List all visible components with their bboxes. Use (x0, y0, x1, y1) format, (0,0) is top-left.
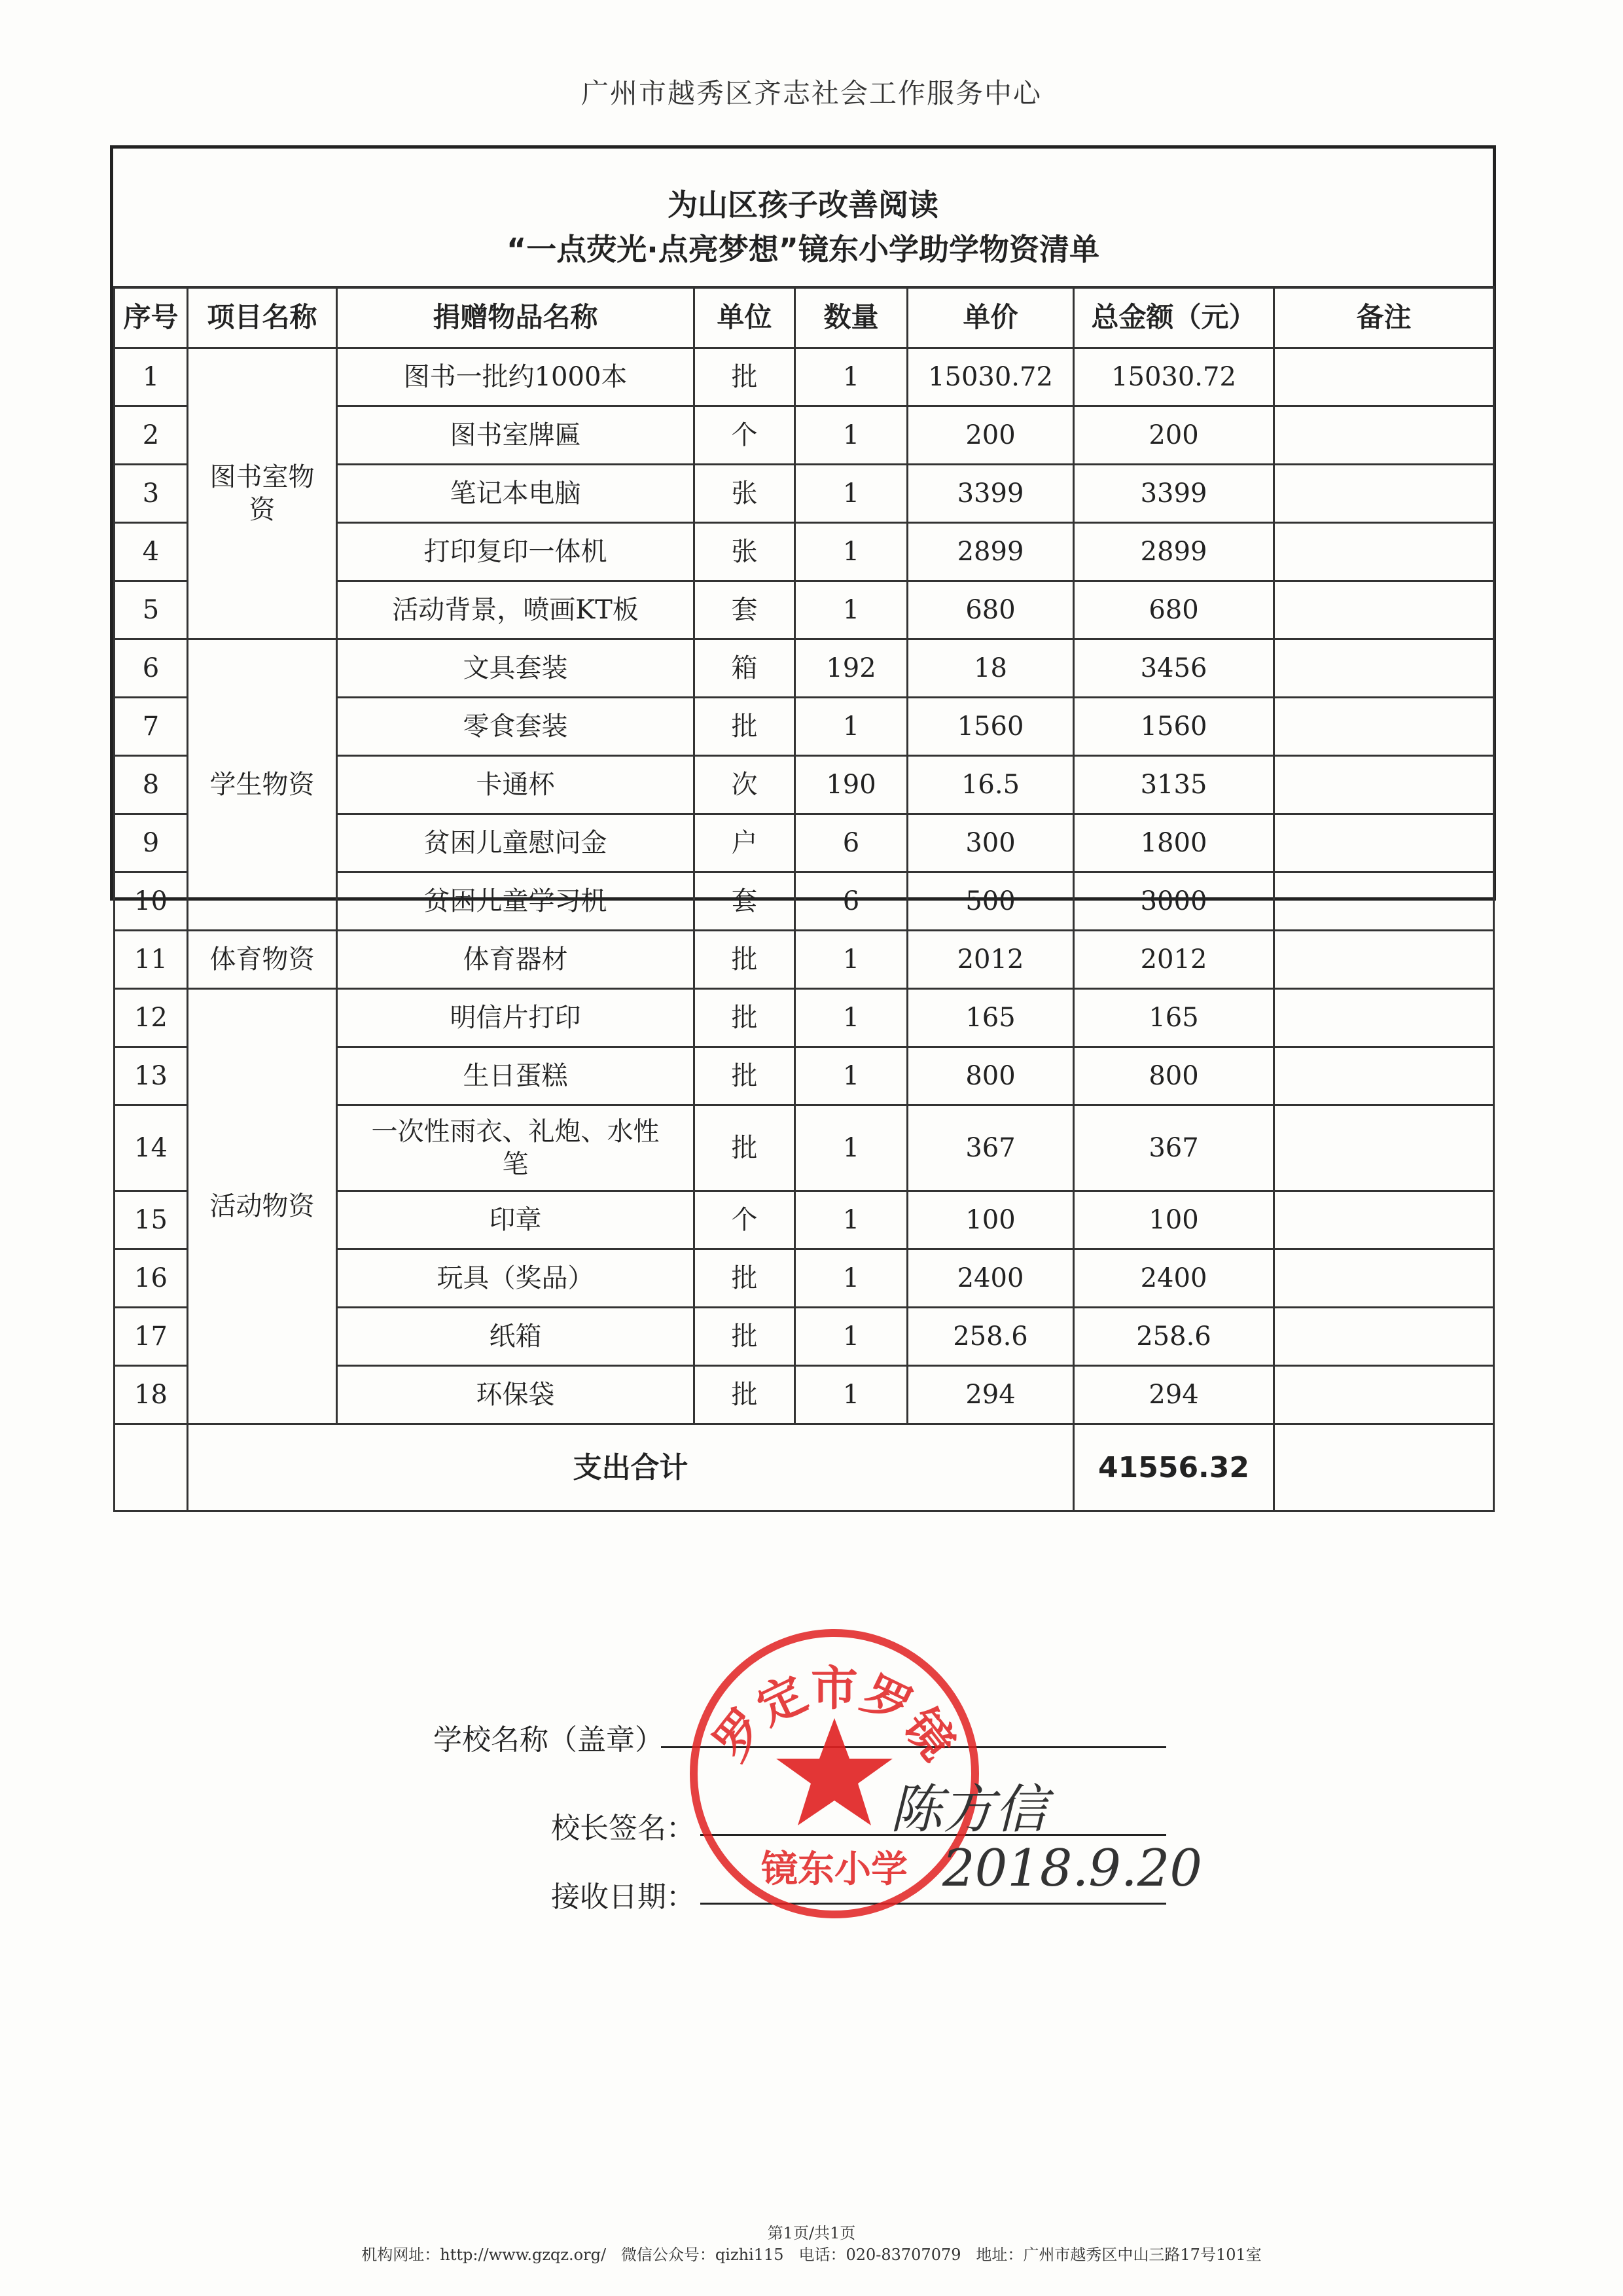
cell-no: 5 (115, 581, 188, 639)
cell-no: 7 (115, 698, 188, 756)
category-student: 学生物资 (188, 639, 337, 931)
cell-total: 3135 (1074, 756, 1274, 814)
footer-contact: 机构网址：http://www.gzqz.org/ 微信公众号：qizhi115 电话：020-83707079 地址：广州市越秀区中山三路17号101室 (361, 2246, 1262, 2264)
category-library-line1: 图书室物 (209, 462, 315, 492)
cell-qty: 1 (795, 348, 908, 406)
cell-total: 2012 (1074, 931, 1274, 989)
cell-note (1274, 1308, 1494, 1366)
cell-item: 环保袋 (337, 1366, 694, 1424)
title-line1: 为山区孩子改善阅读 (668, 187, 938, 223)
cell-total: 1560 (1074, 698, 1274, 756)
cell-total: 2400 (1074, 1249, 1274, 1308)
page-number: 第1页/共1页 (767, 2224, 856, 2242)
cell-qty: 192 (795, 639, 908, 698)
cell-total: 294 (1074, 1366, 1274, 1424)
cell-note (1274, 581, 1494, 639)
cell-item: 笔记本电脑 (337, 465, 694, 523)
cell-total: 258.6 (1074, 1308, 1274, 1366)
cell-price: 100 (908, 1191, 1074, 1249)
cell-qty: 1 (795, 1249, 908, 1308)
cell-no: 17 (115, 1308, 188, 1366)
cell-note (1274, 1249, 1494, 1308)
materials-table (113, 286, 1495, 1512)
cell-qty: 1 (795, 1308, 908, 1366)
cell-no: 12 (115, 989, 188, 1047)
cell-no: 6 (115, 639, 188, 698)
cell-unit: 批 (694, 931, 795, 989)
table-row (115, 931, 1494, 989)
cell-unit: 套 (694, 581, 795, 639)
cell-item: 玩具（奖品） (337, 1249, 694, 1308)
cell-qty: 1 (795, 1047, 908, 1105)
table-header-row (115, 287, 1494, 348)
cell-item: 打印复印一体机 (337, 523, 694, 581)
cell-note (1274, 1105, 1494, 1191)
col-header-unit: 单位 (694, 287, 795, 348)
cell-note (1274, 406, 1494, 465)
cell-no: 9 (115, 814, 188, 872)
cell-note (1274, 1047, 1494, 1105)
cell-qty: 1 (795, 1191, 908, 1249)
cell-price: 165 (908, 989, 1074, 1047)
cell-price: 16.5 (908, 756, 1074, 814)
cell-note (1274, 465, 1494, 523)
cell-qty: 1 (795, 1366, 908, 1424)
total-label: 支出合计 (188, 1424, 1074, 1511)
cell-note (1274, 931, 1494, 989)
cell-item: 印章 (337, 1191, 694, 1249)
cell-item: 零食套装 (337, 698, 694, 756)
cell-price: 15030.72 (908, 348, 1074, 406)
cell-price: 1560 (908, 698, 1074, 756)
cell-total: 100 (1074, 1191, 1274, 1249)
cell-price: 500 (908, 872, 1074, 931)
col-header-total: 总金额（元） (1074, 287, 1274, 348)
cell-price: 300 (908, 814, 1074, 872)
col-header-no: 序号 (115, 287, 188, 348)
cell-item: 卡通杯 (337, 756, 694, 814)
cell-unit: 次 (694, 756, 795, 814)
cell-no: 18 (115, 1366, 188, 1424)
cell-no: 13 (115, 1047, 188, 1105)
cell-item: 体育器材 (337, 931, 694, 989)
date-handwriting: 2018.9.20 (942, 1839, 1202, 1898)
cell-unit: 批 (694, 1105, 795, 1191)
category-library (188, 348, 337, 639)
cell-qty: 1 (795, 465, 908, 523)
cell-note (1274, 1366, 1494, 1424)
cell-total: 3456 (1074, 639, 1274, 698)
cell-unit: 箱 (694, 639, 795, 698)
date-label: 接收日期： (551, 1880, 695, 1914)
table-row (115, 348, 1494, 406)
cell-qty: 1 (795, 698, 908, 756)
cell-note (1274, 348, 1494, 406)
cell-item: 纸箱 (337, 1308, 694, 1366)
list-frame (110, 145, 1496, 1484)
cell-qty: 6 (795, 814, 908, 872)
total-row (115, 1424, 1494, 1511)
cell-total: 165 (1074, 989, 1274, 1047)
col-header-project: 项目名称 (188, 287, 337, 348)
cell-note (1274, 523, 1494, 581)
cell-no: 1 (115, 348, 188, 406)
category-sports: 体育物资 (188, 931, 337, 989)
cell-price: 2012 (908, 931, 1074, 989)
category-activity: 活动物资 (188, 989, 337, 1424)
category-library-line2: 资 (249, 495, 276, 525)
cell-unit: 套 (694, 872, 795, 931)
cell-unit: 张 (694, 523, 795, 581)
cell-unit: 批 (694, 1249, 795, 1308)
cell-price: 2400 (908, 1249, 1074, 1308)
cell-note (1274, 698, 1494, 756)
cell-total: 15030.72 (1074, 348, 1274, 406)
cell-price: 18 (908, 639, 1074, 698)
cell-price: 3399 (908, 465, 1074, 523)
cell-no: 10 (115, 872, 188, 931)
cell-item (337, 1105, 694, 1191)
cell-qty: 1 (795, 581, 908, 639)
cell-price: 2899 (908, 523, 1074, 581)
cell-unit: 批 (694, 1308, 795, 1366)
cell-total: 3000 (1074, 872, 1274, 931)
cell-no: 4 (115, 523, 188, 581)
cell-unit: 批 (694, 1047, 795, 1105)
cell-unit: 户 (694, 814, 795, 872)
cell-item: 生日蛋糕 (337, 1047, 694, 1105)
col-header-note: 备注 (1274, 287, 1494, 348)
cell-total: 680 (1074, 581, 1274, 639)
cell-item: 图书一批约1000本 (337, 348, 694, 406)
cell-note (1274, 814, 1494, 872)
principal-signature: 陈方信 (890, 1779, 1047, 1840)
cell-total: 2899 (1074, 523, 1274, 581)
table-row (115, 989, 1494, 1047)
cell-price: 367 (908, 1105, 1074, 1191)
org-header: 广州市越秀区齐志社会工作服务中心 (580, 77, 1042, 109)
cell-note (1274, 989, 1494, 1047)
seal-arc-text: 罗定市罗镜 (703, 1660, 966, 1770)
cell-total: 800 (1074, 1047, 1274, 1105)
cell-item: 贫困儿童学习机 (337, 872, 694, 931)
cell-note (1274, 756, 1494, 814)
col-header-price: 单价 (908, 287, 1074, 348)
cell-note (1274, 639, 1494, 698)
cell-unit: 个 (694, 406, 795, 465)
cell-no: 15 (115, 1191, 188, 1249)
cell-no: 8 (115, 756, 188, 814)
cell-total: 367 (1074, 1105, 1274, 1191)
cell-item: 贫困儿童慰问金 (337, 814, 694, 872)
table-row (115, 639, 1494, 698)
cell-total: 1800 (1074, 814, 1274, 872)
seal-bottom-text: 镜东小学 (761, 1848, 908, 1891)
cell-price: 258.6 (908, 1308, 1074, 1366)
cell-unit: 批 (694, 1366, 795, 1424)
cell-qty: 1 (795, 1105, 908, 1191)
cell-qty: 6 (795, 872, 908, 931)
title-box (113, 149, 1493, 289)
cell-unit: 批 (694, 989, 795, 1047)
col-header-item: 捐赠物品名称 (337, 287, 694, 348)
cell-no: 3 (115, 465, 188, 523)
cell-no: 14 (115, 1105, 188, 1191)
cell-item: 明信片打印 (337, 989, 694, 1047)
cell-price: 200 (908, 406, 1074, 465)
total-empty-cell (115, 1424, 188, 1511)
principal-label: 校长签名： (551, 1812, 695, 1845)
cell-qty: 1 (795, 931, 908, 989)
cell-total: 3399 (1074, 465, 1274, 523)
cell-unit: 个 (694, 1191, 795, 1249)
cell-no: 2 (115, 406, 188, 465)
seal-star-icon (776, 1718, 893, 1825)
cell-item-line2: 笔 (502, 1149, 529, 1179)
cell-item: 图书室牌匾 (337, 406, 694, 465)
cell-qty: 1 (795, 989, 908, 1047)
cell-note (1274, 872, 1494, 931)
total-amount: 41556.32 (1074, 1424, 1274, 1511)
cell-qty: 1 (795, 406, 908, 465)
cell-no: 16 (115, 1249, 188, 1308)
col-header-qty: 数量 (795, 287, 908, 348)
cell-unit: 批 (694, 348, 795, 406)
total-note (1274, 1424, 1494, 1511)
cell-price: 800 (908, 1047, 1074, 1105)
cell-unit: 张 (694, 465, 795, 523)
cell-item: 文具套装 (337, 639, 694, 698)
school-name-label: 学校名称（盖章） (433, 1723, 664, 1757)
cell-unit: 批 (694, 698, 795, 756)
cell-note (1274, 1191, 1494, 1249)
cell-price: 294 (908, 1366, 1074, 1424)
cell-item: 活动背景，喷画KT板 (337, 581, 694, 639)
cell-qty: 190 (795, 756, 908, 814)
cell-qty: 1 (795, 523, 908, 581)
cell-no: 11 (115, 931, 188, 989)
cell-item-line1: 一次性雨衣、礼炮、水性 (371, 1117, 660, 1147)
cell-price: 680 (908, 581, 1074, 639)
title-line2: “一点荧光·点亮梦想”镜东小学助学物资清单 (507, 232, 1099, 267)
cell-total: 200 (1074, 406, 1274, 465)
